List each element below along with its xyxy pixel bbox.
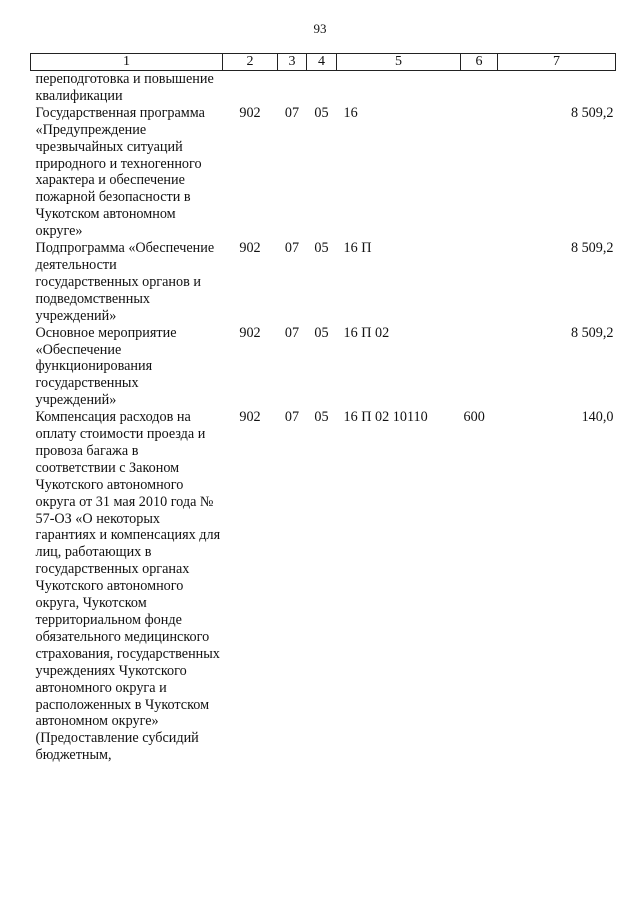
row-section: 07 [284, 409, 300, 426]
row-article: 16 [343, 104, 358, 121]
row-expense-type [461, 325, 498, 410]
row-section [278, 71, 307, 105]
row-article: 16 П [343, 240, 372, 257]
row-expense-type [461, 105, 498, 240]
table-row [31, 240, 616, 325]
column-header-7: 7 [498, 54, 616, 71]
column-header-1: 1 [31, 54, 223, 71]
table-row [31, 105, 616, 240]
row-expense-type [461, 71, 498, 105]
row-section: 07 [284, 104, 300, 121]
row-subsection: 05 [314, 240, 329, 257]
row-subsection: 05 [314, 324, 329, 341]
row-subsection: 05 [314, 409, 329, 426]
row-subsection: 05 [314, 104, 329, 121]
row-amount [498, 71, 616, 105]
budget-table [30, 53, 616, 764]
row-article: 16 П 02 10110 [343, 409, 428, 426]
row-name: Государственная программа «Предупреждение чрезвычайных ситуаций природного и техногенного характера и обеспечение пожарной безопасности в Чукотском автономном округе» [35, 104, 205, 240]
column-header-4: 4 [307, 54, 337, 71]
row-section: 07 [284, 240, 300, 257]
row-ministry: 902 [239, 324, 261, 341]
row-amount: 8 509,2 [570, 240, 614, 257]
row-subsection [307, 71, 337, 105]
row-article [337, 71, 461, 105]
row-name: Компенсация расходов на оплату стоимости проезда и провоза багажа в соответствии с Законом Чукотского автономного округа от 31 мая 2010 года № 57-ОЗ «О некоторых гарантиях и компенсациях для лиц, работающих в государственных органах Чукотского автономного округа, Чукотском территориальном фонде обязательного медицинского страхования, государственных учреждениях Чукотского автономного округа и расположенных в Чукотском автономном округе» (Предоставление субсидий бюджетным, [35, 409, 221, 764]
row-article: 16 П 02 [343, 324, 390, 341]
column-header-3: 3 [278, 54, 307, 71]
table-header-row [31, 54, 616, 71]
column-header-6: 6 [461, 54, 498, 71]
row-name: Подпрограмма «Обеспечение деятельности государственных органов и подведомственных учреждений» [35, 240, 215, 324]
row-ministry: 902 [239, 409, 261, 426]
table-row [31, 71, 616, 105]
page-number: 93 [313, 21, 327, 36]
row-section: 07 [284, 324, 300, 341]
row-name: переподготовка и повышение квалификации [35, 71, 214, 104]
row-expense-type: 600 [463, 409, 485, 426]
column-header-2: 2 [223, 54, 278, 71]
row-expense-type [461, 240, 498, 325]
row-amount: 8 509,2 [570, 104, 614, 121]
table-row [31, 409, 616, 764]
row-ministry: 902 [239, 240, 261, 257]
column-header-5: 5 [337, 54, 461, 71]
row-amount: 140,0 [581, 409, 614, 426]
row-amount: 8 509,2 [570, 324, 614, 341]
table-row [31, 325, 616, 410]
row-ministry [223, 71, 278, 105]
row-ministry: 902 [239, 104, 261, 121]
row-name: Основное мероприятие «Обеспечение функционирования государственных учреждений» [35, 324, 177, 409]
